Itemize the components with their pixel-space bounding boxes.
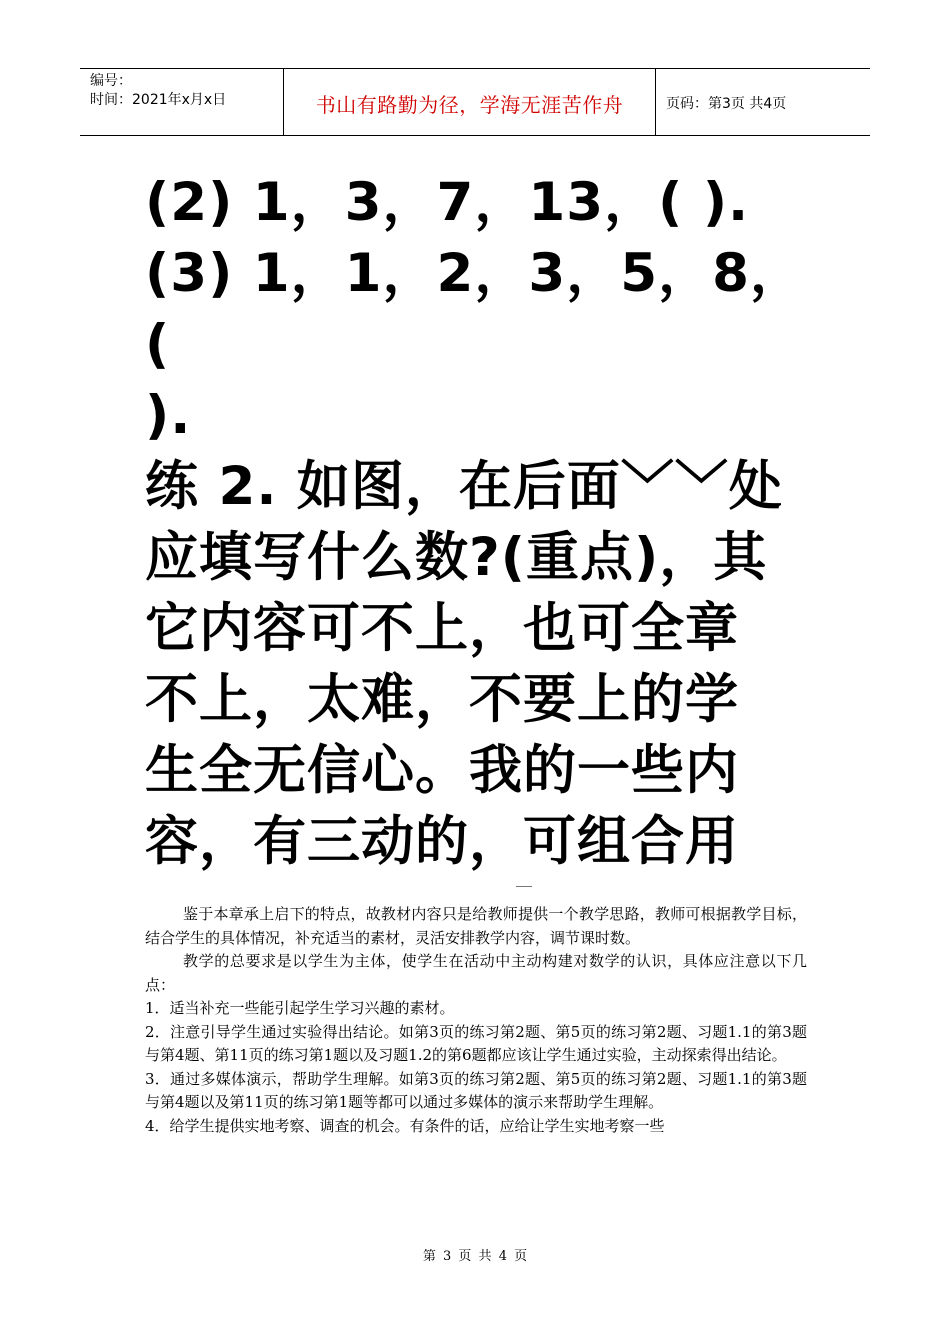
sequence-line-2: (2) 1，3，7，13，( ).	[145, 172, 750, 233]
content-line: 它内容可不上，也可全章	[145, 598, 739, 659]
content-line: 容，有三动的，可组合用	[145, 811, 739, 872]
page-footer: 第 3 页 共 4 页	[422, 1249, 528, 1264]
main-content	[145, 167, 815, 877]
section-divider	[516, 886, 532, 887]
header-page-info: 页码：第3页 共4页	[666, 96, 787, 112]
content-line: 应填写什么数?(重点)，其	[145, 527, 768, 588]
header-motto: 书山有路勤为径，学海无涯苦作舟	[315, 92, 624, 117]
header-table	[80, 68, 870, 136]
sequence-line-3: (3) 1，1，2，3，5，8，(	[145, 243, 805, 375]
header-meta	[90, 72, 226, 110]
header-divider-right	[655, 69, 656, 135]
exercise-line: 练 2. 如图，在后面﹀﹀处	[145, 456, 783, 517]
list-item-3: 3．通过多媒体演示，帮助学生理解。如第3页的练习第2题、第5页的练习第2题、习题1.1的第3题与第4题以及第11页的练习第1题等都可以通过多媒体的演示来帮助学生理解。	[145, 1069, 807, 1111]
number-label: 编号：	[90, 73, 132, 89]
list-item-1: 1．适当补充一些能引起学生学习兴趣的素材。	[145, 999, 455, 1017]
paragraph-intro: 鉴于本章承上启下的特点，故教材内容只是给教师提供一个教学思路，教师可根据教学目标，结合学生的具体情况，补充适当的素材，灵活安排教学内容，调节课时数。	[145, 905, 807, 947]
list-item-2: 2．注意引导学生通过实验得出结论。如第3页的练习第2题、第5页的练习第2题、习题1.1的第3题与第4题、第11页的练习第1题以及习题1.2的第6题都应该让学生通过实验，主动探索得出结论。	[145, 1022, 807, 1064]
list-item-4: 4．给学生提供实地考察、调查的机会。有条件的话，应给让学生实地考察一些	[145, 1116, 665, 1135]
body-text	[145, 903, 807, 1138]
paragraph-requirements: 教学的总要求是以学生为主体，使学生在活动中主动构建对数学的认识，具体应注意以下几点：	[145, 952, 807, 994]
content-line: 生全无信心。我的一些内	[145, 740, 739, 801]
time-label: 时间：2021年x月x日	[90, 92, 227, 108]
sequence-line-3-end: ).	[145, 385, 192, 446]
content-line: 不上，太难，不要上的学	[145, 669, 739, 730]
